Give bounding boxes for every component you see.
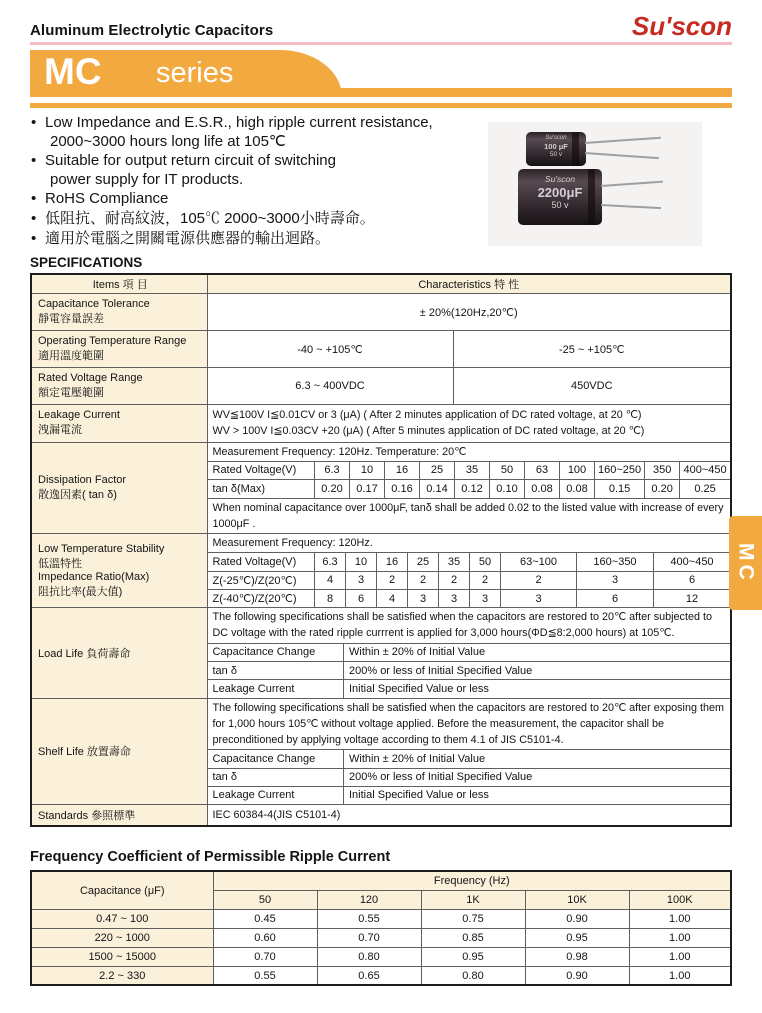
spec-row-shelf-life	[31, 698, 731, 805]
value-cell	[207, 442, 731, 534]
item-label-cn: 適用溫度範圍	[38, 350, 104, 363]
leakage-line: WV > 100V I≦0.03CV +20 (μA) ( After 5 minutes application of DC rated voltage, at 20 ℃)	[212, 425, 645, 438]
cell: 200% or less of Initial Specified Value	[344, 662, 731, 680]
spec-row-rated-voltage	[31, 368, 731, 405]
cell: 0.98	[525, 947, 629, 966]
item-label	[31, 442, 207, 534]
row-label: tan δ	[208, 662, 344, 680]
cell: 0.80	[317, 947, 421, 966]
freq-header: 1K	[421, 890, 525, 909]
frequency-coefficient-heading: Frequency Coefficient of Permissible Ripple Current	[30, 849, 391, 866]
spec-row-operating-temperature	[31, 331, 731, 368]
cell: 1.00	[629, 966, 731, 985]
table-header-row	[31, 871, 731, 890]
cell: 4	[377, 589, 408, 607]
item-label	[31, 331, 207, 368]
cell: 0.08	[525, 480, 560, 498]
table-row	[208, 589, 731, 607]
cell: 0.17	[350, 480, 385, 498]
freq-header: 100K	[629, 890, 731, 909]
cell: 6.3	[315, 553, 346, 571]
cell: 3	[470, 589, 501, 607]
cell: 0.15	[595, 480, 645, 498]
feature-item	[30, 152, 500, 189]
cell: 0.45	[213, 909, 317, 928]
cell: Within ± 20% of Initial Value	[344, 644, 731, 662]
cell: 63	[525, 462, 560, 480]
feature-line: RoHS Compliance	[45, 190, 169, 208]
cell: 25	[420, 462, 455, 480]
row-label: Capacitance Change	[208, 644, 344, 662]
table-row	[208, 480, 731, 498]
load-life-description: The following specifications shall be satisfied when the capacitors are restored to 20℃ after subjected to DC voltage with the rated ripple currrent is applied for 3,000 hours(ΦD≦8:2,000 hours) at 105℃.	[208, 608, 731, 643]
measurement-condition: Measurement Frequency: 120Hz. Temperature: 20℃	[208, 443, 731, 462]
cell: 0.75	[421, 909, 525, 928]
page-title: Aluminum Electrolytic Capacitors	[30, 22, 274, 39]
feature-line: 適用於電腦之開關電源供應器的輸出迴路。	[45, 229, 331, 247]
specifications-heading: SPECIFICATIONS	[30, 255, 143, 271]
row-label: Leakage Current	[208, 786, 344, 804]
item-label	[31, 294, 207, 331]
cell: 0.08	[560, 480, 595, 498]
cell: 0.95	[421, 947, 525, 966]
cell: 12	[654, 589, 731, 607]
item-label	[31, 534, 207, 608]
capacitance-range: 2.2 ~ 330	[31, 966, 213, 985]
item-label-cn: 阻抗比率(最大值)	[38, 585, 123, 598]
capacitor-small	[526, 132, 586, 166]
value-cell	[207, 534, 731, 608]
cell: 1.00	[629, 928, 731, 947]
cell: 6.3	[315, 462, 350, 480]
cell: 350	[645, 462, 680, 480]
capacitance-range: 1500 ~ 15000	[31, 947, 213, 966]
table-row	[31, 966, 731, 985]
feature-line: 低阻抗、耐高紋波，105℃ 2000~3000小時壽命。	[45, 209, 375, 227]
series-code: MC	[44, 51, 102, 92]
cell: 0.55	[213, 966, 317, 985]
item-label-en: Rated Voltage Range	[38, 372, 143, 385]
item-label-cn: 額定電壓範圍	[38, 387, 104, 400]
table-row	[31, 909, 731, 928]
value-cell	[207, 608, 731, 698]
impedance-ratio-table	[208, 553, 731, 607]
item-label-en: Operating Temperature Range	[38, 335, 187, 348]
cell: 2	[377, 571, 408, 589]
cell: 0.25	[680, 480, 730, 498]
series-banner-bar	[328, 88, 732, 97]
item-label	[31, 405, 207, 442]
capacitor-lead	[585, 137, 661, 144]
cell: 0.90	[525, 966, 629, 985]
col-header-items: Items 項 目	[31, 274, 207, 294]
value-cell: 450VDC	[453, 368, 731, 405]
cell: 0.14	[420, 480, 455, 498]
measurement-condition: Measurement Frequency: 120Hz.	[208, 534, 731, 553]
cell: 0.20	[645, 480, 680, 498]
table-row	[208, 553, 731, 571]
cell: Initial Specified Value or less	[344, 680, 731, 698]
cell: 35	[455, 462, 490, 480]
cell: 25	[408, 553, 439, 571]
capacitor-brand-text: Su'scon	[545, 174, 575, 184]
cell: 2	[470, 571, 501, 589]
series-banner-block	[30, 50, 342, 97]
frequency-coefficient-table	[30, 870, 732, 986]
cell: Within ± 20% of Initial Value	[344, 750, 731, 768]
cell: 0.16	[385, 480, 420, 498]
table-row	[208, 662, 731, 680]
cell: 0.80	[421, 966, 525, 985]
row-label: Z(-25℃)/Z(20℃)	[208, 571, 315, 589]
cell: 1.00	[629, 947, 731, 966]
spec-row-low-temperature-stability	[31, 534, 731, 608]
cell: 160~350	[577, 553, 654, 571]
col-header-frequency: Frequency (Hz)	[213, 871, 731, 890]
cell: 0.70	[317, 928, 421, 947]
feature-item	[30, 114, 500, 151]
capacitor-lead	[601, 181, 663, 187]
cell: 0.10	[490, 480, 525, 498]
item-label-cn: 低溫特性	[38, 557, 82, 570]
cell: 8	[315, 589, 346, 607]
cell: 0.70	[213, 947, 317, 966]
value-cell	[207, 698, 731, 805]
cell: 0.85	[421, 928, 525, 947]
spec-row-leakage-current	[31, 405, 731, 442]
cell: 50	[470, 553, 501, 571]
feature-list	[30, 114, 500, 248]
item-label-cn: 散逸因素( tan δ)	[38, 488, 117, 501]
value-cell: 6.3 ~ 400VDC	[207, 368, 453, 405]
cell: 2	[501, 571, 577, 589]
capacitance-range: 220 ~ 1000	[31, 928, 213, 947]
feature-item	[30, 210, 500, 229]
spec-row-dissipation-factor	[31, 442, 731, 534]
load-life-table	[208, 644, 731, 698]
dissipation-note: When nominal capacitance over 1000μF, tanδ shall be added 0.02 to the listed value with increase of every 1000μF .	[208, 498, 731, 533]
col-header-characteristics: Characteristics 特 性	[207, 274, 731, 294]
capacitor-photo	[488, 122, 702, 246]
value-cell	[207, 405, 731, 442]
cell: 3	[501, 589, 577, 607]
row-label: tan δ	[208, 768, 344, 786]
spec-row-capacitance-tolerance	[31, 294, 731, 331]
row-label: Z(-40℃)/Z(20℃)	[208, 589, 315, 607]
cell: 6	[346, 589, 377, 607]
row-label: Rated Voltage(V)	[208, 462, 315, 480]
brand-logo: Su'scon	[631, 11, 732, 41]
freq-header: 10K	[525, 890, 629, 909]
capacitor-lead	[585, 152, 659, 159]
cell: 3	[577, 571, 654, 589]
item-label-en: Leakage Current	[38, 409, 120, 422]
dissipation-table	[208, 462, 731, 498]
capacitor-value-text: 2200μF	[537, 184, 583, 200]
col-header-capacitance: Capacitance (μF)	[31, 871, 213, 909]
item-label-en: Dissipation Factor	[38, 473, 127, 486]
cell: Initial Specified Value or less	[344, 786, 731, 804]
cell: 0.12	[455, 480, 490, 498]
table-row	[208, 786, 731, 804]
cell: 0.60	[213, 928, 317, 947]
item-label: Shelf Life 放置壽命	[31, 698, 207, 805]
item-label	[31, 368, 207, 405]
value-cell: -40 ~ +105℃	[207, 331, 453, 368]
item-label-en: Low Temperature Stability	[38, 542, 165, 555]
cell: 1.00	[629, 909, 731, 928]
row-label: tan δ(Max)	[208, 480, 315, 498]
capacitor-brand-text: Su'scon	[545, 135, 567, 141]
page-header	[30, 13, 732, 45]
row-label: Capacitance Change	[208, 750, 344, 768]
capacitor-large	[518, 169, 602, 225]
table-row	[208, 571, 731, 589]
feature-line: 2000~3000 hours long life at 105℃	[50, 132, 286, 150]
item-label-en: Capacitance Tolerance	[38, 298, 150, 311]
table-row	[208, 462, 731, 480]
cell: 50	[490, 462, 525, 480]
table-row	[31, 928, 731, 947]
series-banner	[30, 50, 732, 97]
features-section	[30, 114, 732, 248]
cell: 6	[654, 571, 731, 589]
specifications-table	[30, 273, 732, 827]
shelf-life-description: The following specifications shall be satisfied when the capacitors are restored to 20℃ after exposing them for 1,000 hours 105℃ without voltage applied. Before the measurement, the capacitor shall be preconditioned by applying voltage according to them 4.1 of JIS C5101-4.	[208, 699, 731, 751]
cell: 400~450	[680, 462, 730, 480]
series-banner-underline	[30, 103, 732, 108]
feature-line: power supply for IT products.	[50, 170, 244, 188]
table-header-row	[31, 274, 731, 294]
item-label: Standards 參照標準	[31, 805, 207, 827]
item-label-cn: 靜電容量誤差	[38, 313, 104, 326]
cell: 4	[315, 571, 346, 589]
capacitor-stripe	[588, 169, 595, 225]
leakage-line: WV≦100V I≦0.01CV or 3 (μA) ( After 2 minutes application of DC rated voltage, at 20 ℃)	[212, 409, 642, 422]
cell: 63~100	[501, 553, 577, 571]
capacitor-voltage-text: 50 v	[551, 200, 569, 211]
freq-header: 120	[317, 890, 421, 909]
cell: 0.95	[525, 928, 629, 947]
capacitor-lead	[601, 204, 661, 209]
shelf-life-table	[208, 750, 731, 804]
cell: 100	[560, 462, 595, 480]
cell: 400~450	[654, 553, 731, 571]
cell: 3	[408, 589, 439, 607]
cell: 200% or less of Initial Specified Value	[344, 768, 731, 786]
capacitor-voltage-text: 50 v	[549, 151, 563, 159]
table-row	[31, 947, 731, 966]
cell: 6	[577, 589, 654, 607]
cell: 10	[350, 462, 385, 480]
cell: 2	[439, 571, 470, 589]
feature-line: Low Impedance and E.S.R., high ripple current resistance,	[45, 114, 433, 131]
item-label-cn: 洩漏電流	[38, 424, 82, 437]
cell: 2	[408, 571, 439, 589]
cell: 10	[346, 553, 377, 571]
capacitance-range: 0.47 ~ 100	[31, 909, 213, 928]
row-label: Leakage Current	[208, 680, 344, 698]
cell: 0.55	[317, 909, 421, 928]
cell: 0.65	[317, 966, 421, 985]
cell: 0.90	[525, 909, 629, 928]
cell: 16	[385, 462, 420, 480]
capacitor-stripe	[572, 132, 579, 166]
table-row	[208, 768, 731, 786]
capacitor-value-text: 100 μF	[544, 142, 568, 152]
feature-item	[30, 230, 500, 249]
series-suffix: series	[156, 57, 234, 89]
cell: 3	[346, 571, 377, 589]
cell: 3	[439, 589, 470, 607]
value-cell: -25 ~ +105℃	[453, 331, 731, 368]
cell: 0.20	[315, 480, 350, 498]
freq-header: 50	[213, 890, 317, 909]
item-label-en: Impedance Ratio(Max)	[38, 570, 150, 583]
series-side-tab: MC	[729, 516, 762, 610]
row-label: Rated Voltage(V)	[208, 553, 315, 571]
table-row	[208, 644, 731, 662]
feature-line: Suitable for output return circuit of switching	[45, 152, 336, 170]
spec-row-standards	[31, 805, 731, 827]
cell: 35	[439, 553, 470, 571]
item-label: Load Life 負荷壽命	[31, 608, 207, 698]
spec-row-load-life	[31, 608, 731, 698]
table-row	[208, 680, 731, 698]
value-cell: ± 20%(120Hz,20℃)	[207, 294, 731, 331]
value-cell: IEC 60384-4(JIS C5101-4)	[207, 805, 731, 827]
cell: 16	[377, 553, 408, 571]
table-row	[208, 750, 731, 768]
cell: 160~250	[595, 462, 645, 480]
feature-item	[30, 190, 500, 209]
